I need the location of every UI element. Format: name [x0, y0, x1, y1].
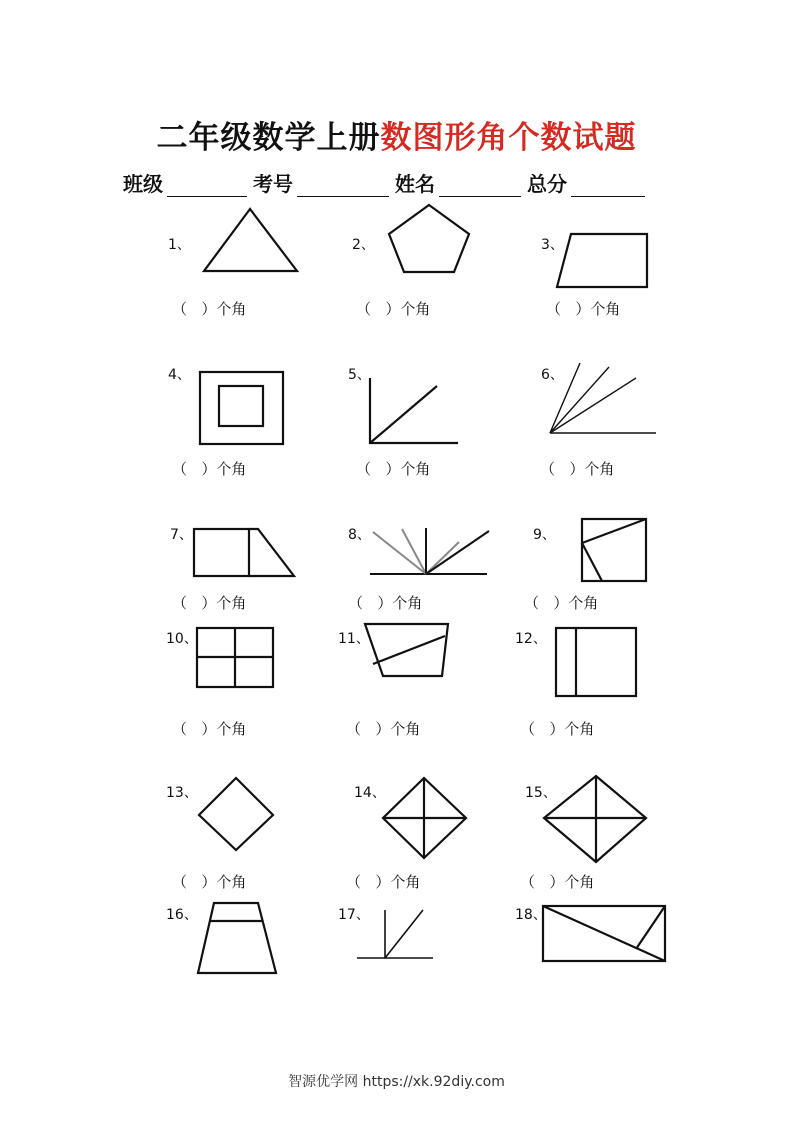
exam-no-label: 考号: [253, 172, 293, 196]
answer-blank-14[interactable]: （ ）个角: [346, 873, 421, 891]
total-label: 总分: [527, 172, 567, 196]
item-number: 2、: [352, 237, 375, 253]
figure-9-line: [582, 543, 602, 581]
figure-17-ray: [385, 910, 423, 958]
figure-6-rays: [550, 363, 656, 433]
item-number: 6、: [541, 367, 564, 383]
answer-blank-10[interactable]: （ ）个角: [172, 720, 247, 738]
figure-2-pentagon: [389, 205, 469, 272]
item-number: 7、: [170, 527, 193, 543]
answer-blank-11[interactable]: （ ）个角: [346, 720, 421, 738]
item-number: 5、: [348, 367, 371, 383]
figure-9-square: [582, 519, 646, 581]
figure-1-triangle: [204, 209, 297, 271]
item-number: 1、: [168, 237, 191, 253]
answer-blank-2[interactable]: （ ）个角: [356, 300, 431, 318]
figure-4-inner-square: [219, 386, 263, 426]
figure-7-rectangle: [194, 529, 249, 576]
item-number: 9、: [533, 527, 556, 543]
figure-8-rays: [370, 528, 489, 574]
title-red: 数图形角个数试题: [380, 120, 637, 156]
figure-5-ray: [370, 386, 437, 443]
answer-blank-6[interactable]: （ ）个角: [540, 460, 615, 478]
answer-blank-9[interactable]: （ ）个角: [524, 594, 599, 612]
figure-5-angle: [370, 378, 458, 443]
item-number: 10、: [166, 631, 198, 647]
answer-blank-8[interactable]: （ ）个角: [348, 594, 423, 612]
class-label: 班级: [123, 172, 163, 196]
item-number: 11、: [338, 631, 370, 647]
answer-blank-15[interactable]: （ ）个角: [520, 873, 595, 891]
answer-blank-4[interactable]: （ ）个角: [172, 460, 247, 478]
item-number: 3、: [541, 237, 564, 253]
item-number: 13、: [166, 785, 198, 801]
item-number: 12、: [515, 631, 547, 647]
figure-18-line: [636, 906, 665, 949]
item-number: 17、: [338, 907, 370, 923]
name-label: 姓名: [395, 172, 435, 196]
item-number: 18、: [515, 907, 547, 923]
item-number: 14、: [354, 785, 386, 801]
figure-16-trapezoid: [198, 903, 276, 973]
figure-9-line: [582, 519, 646, 543]
item-number: 8、: [348, 527, 371, 543]
title-black: 二年级数学上册: [156, 120, 381, 156]
answer-blank-5[interactable]: （ ）个角: [356, 460, 431, 478]
footer-watermark: 智源优学网 https://xk.92diy.com: [288, 1074, 505, 1090]
answer-blank-7[interactable]: （ ）个角: [172, 594, 247, 612]
answer-blank-3[interactable]: （ ）个角: [546, 300, 621, 318]
answer-blank-13[interactable]: （ ）个角: [172, 873, 247, 891]
answer-blank-12[interactable]: （ ）个角: [520, 720, 595, 738]
figure-7-triangle: [249, 529, 294, 576]
figure-12-rectangle: [556, 628, 636, 696]
figure-3-trapezoid: [557, 234, 647, 287]
figure-13-rhombus: [199, 778, 273, 850]
figure-4-outer-square: [200, 372, 283, 444]
figure-11-diagonal: [373, 636, 445, 664]
item-number: 16、: [166, 907, 198, 923]
item-number: 15、: [525, 785, 557, 801]
item-number: 4、: [168, 367, 191, 383]
answer-blank-1[interactable]: （ ）个角: [172, 300, 247, 318]
